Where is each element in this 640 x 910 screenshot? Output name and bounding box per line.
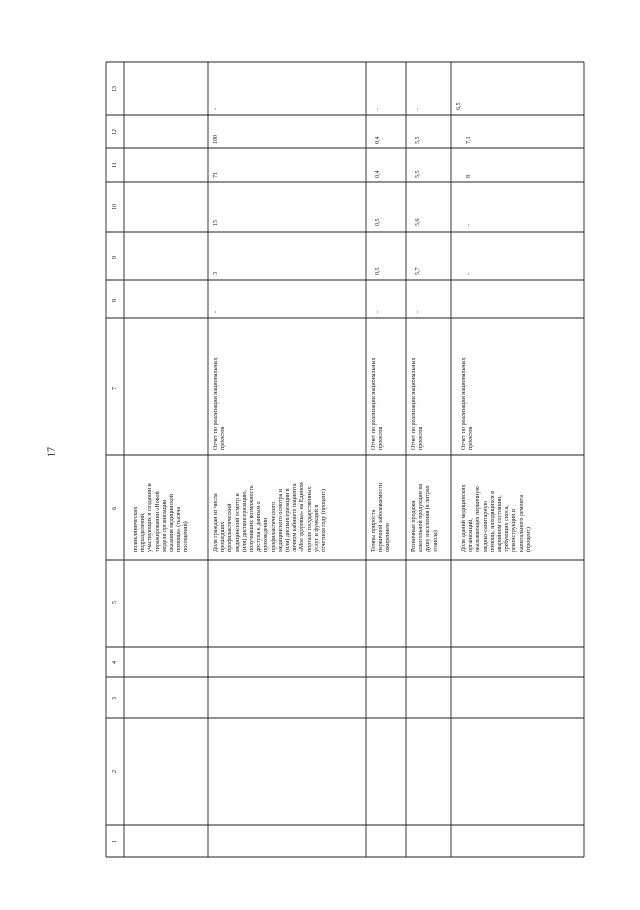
row-2-col13: - (375, 108, 381, 110)
row-2-source: Отчет по реализации национальных проектов (371, 357, 385, 450)
row-1-col8: - (213, 311, 219, 313)
row-4-col13: 6,5 (456, 102, 462, 110)
col-header-4: 4 (112, 661, 118, 664)
row-4-col10: - (466, 224, 472, 226)
row-2-col10: 0,5 (375, 218, 381, 226)
row-3-source: Отчет по реализации национальных проектов (411, 357, 425, 450)
row-3-col13: - (415, 108, 421, 110)
row-4-indicator: Доля зданий медицинских организаций, оказывающих первичную медико-санитарную помощь, находящихся в аварийном состоянии, требующих сноса, реконструкции и капитального ремонта (процент) (461, 484, 532, 552)
row-0-indicator: поликлинических подразделений, участвующих в создании и тиражировании «Новой модели организации оказания медицинской помощи» (тысяча посещений) (133, 483, 190, 552)
row-3-col8: - (415, 311, 421, 313)
col-header-12: 12 (112, 129, 118, 135)
col-header-2: 2 (112, 770, 118, 773)
row-4-source: Отчет по реализации национальных проектов (461, 357, 475, 450)
row-1-col13: - (213, 108, 219, 110)
row-1-col9: 3 (213, 272, 219, 275)
row-2-col9: 0,5 (375, 267, 381, 275)
row-4-col11: 8 (466, 175, 472, 178)
col-header-1: 1 (112, 840, 118, 843)
col-header-11: 11 (112, 162, 118, 168)
row-4-col9: - (466, 273, 472, 275)
row-3-col11: 5,5 (415, 170, 421, 178)
col-header-8: 8 (112, 299, 118, 302)
row-2-indicator: Темпы прироста первичной заболеваемости ожирением (371, 482, 392, 552)
row-2-col12: 0,4 (375, 136, 381, 144)
row-1-indicator: Доля граждан из числа прошедших профилактический медицинский осмотр и (или) диспансеризацию, получивших возможность доступа к данным о прохождении профилактического медицинского осмотра и (или) диспансеризации в личном кабинете пациента «Мое здоровье» на Едином портале государственных услуг и функций в отчетном году (процент) (213, 482, 328, 552)
row-3-indicator: Розничные продажи алкогольной продукции на душу населения (в литрах этанола) (411, 483, 439, 552)
row-3-col9: 5,7 (415, 267, 421, 275)
row-1-col10: 15 (213, 220, 219, 226)
row-1-col12: 100 (213, 135, 219, 144)
col-header-5: 5 (112, 601, 118, 604)
page-number: 17 (46, 447, 58, 457)
col-header-13: 13 (112, 86, 118, 92)
col-header-7: 7 (112, 387, 118, 390)
row-2-col11: 0,4 (375, 170, 381, 178)
row-2-col8: - (375, 311, 381, 313)
row-3-col10: 5,6 (415, 218, 421, 226)
row-4-col12: 7,1 (466, 136, 472, 144)
row-1-source: Отчет по реализации национальных проектов (213, 357, 227, 450)
row-1-col11: 71 (213, 172, 219, 178)
row-3-col12: 5,5 (415, 136, 421, 144)
col-header-3: 3 (112, 697, 118, 700)
col-header-9: 9 (112, 256, 118, 259)
col-header-10: 10 (112, 204, 118, 210)
col-header-6: 6 (112, 507, 118, 510)
